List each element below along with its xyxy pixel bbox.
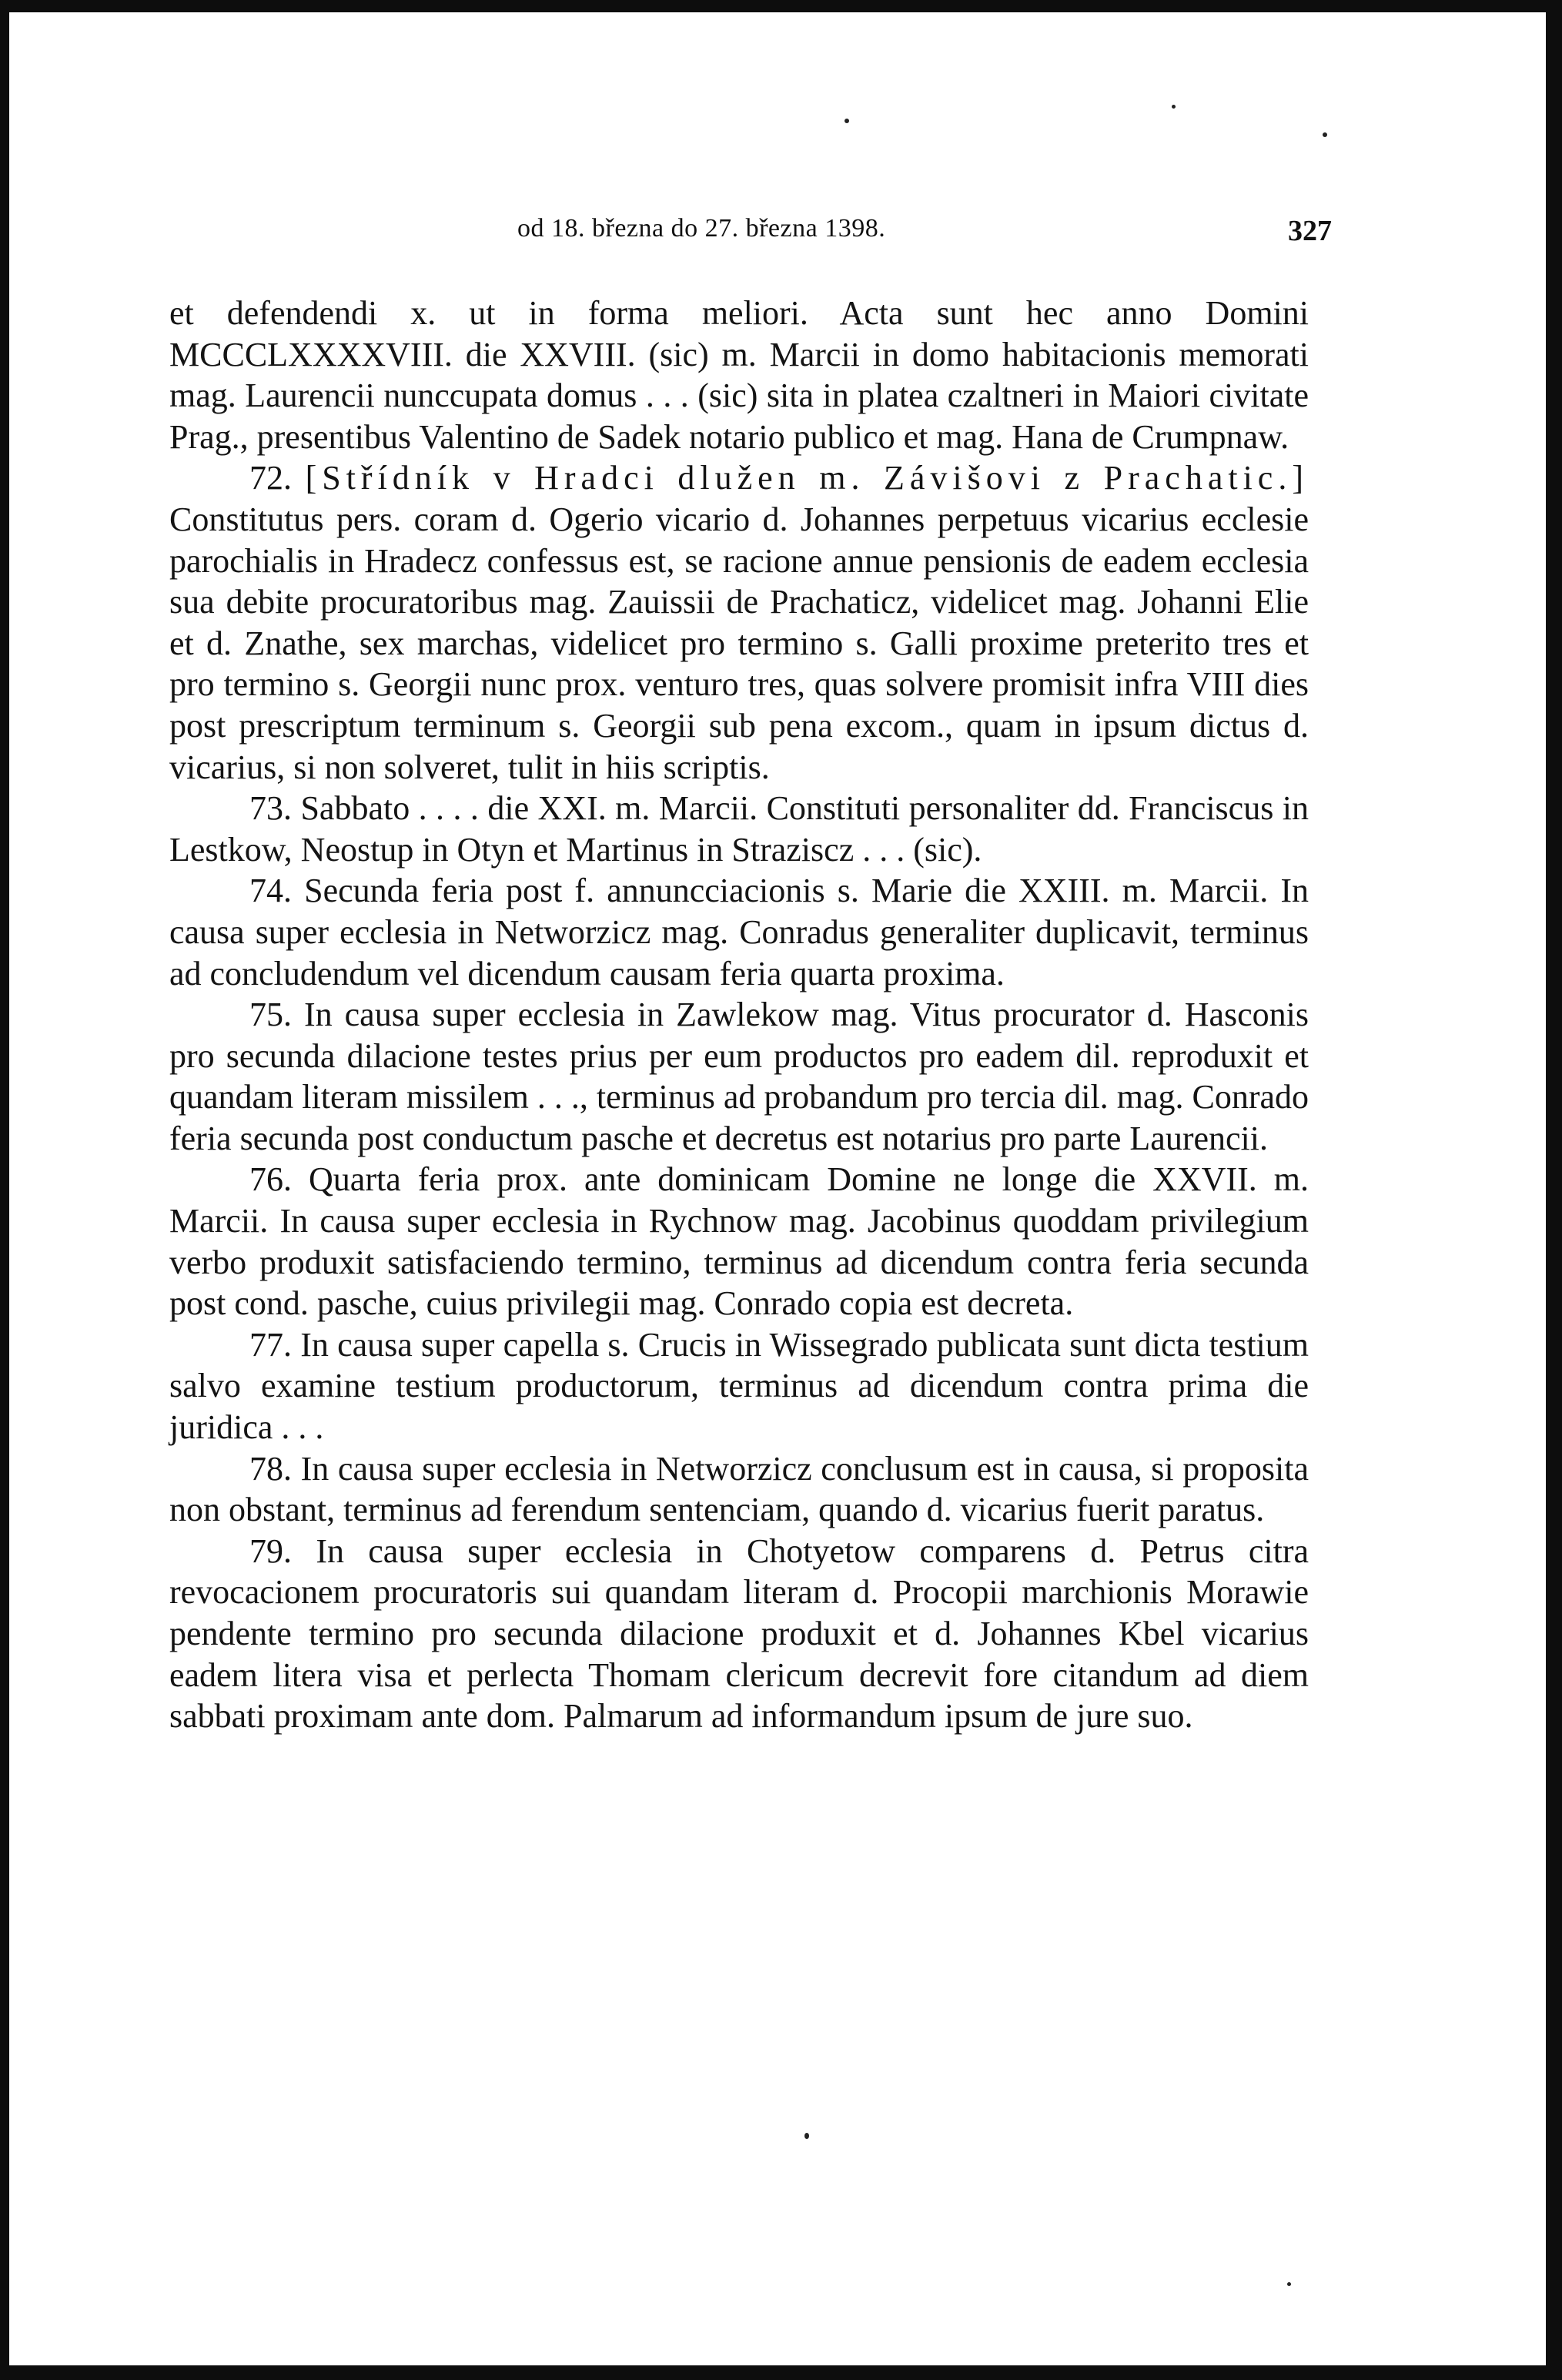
paragraph-continuation [169, 293, 1309, 457]
scan-border-top [0, 0, 1562, 12]
entry-74 [169, 870, 1309, 994]
scan-speck [804, 2133, 809, 2139]
entry-number: 73. [249, 789, 292, 828]
page-number: 327 [1288, 215, 1332, 247]
entry-text: In causa super ecclesia in Zawlekow mag. Vitus procurator d. Hasconis pro secunda dilacione testes prius per eum productos pro eadem dil. reproduxit et quandam literam missilem . . ., terminus ad probandum pro tercia dil. mag. Conrado feria secunda post conductum pasche et decretus est notarius pro parte Laurencii. [169, 996, 1309, 1157]
book-page [9, 12, 1546, 2365]
entry-number: 72. [249, 459, 292, 497]
scan-speck [1287, 2282, 1291, 2286]
scan-speck [1172, 105, 1176, 109]
entry-text: In causa super ecclesia in Networzicz conclusum est in causa, si proposita non obstant, terminus ad ferendum sentenciam, quando d. vicarius fuerit paratus. [169, 1449, 1309, 1529]
entry-77 [169, 1324, 1309, 1448]
paragraph-text: et defendendi x. ut in forma meliori. Acta sunt hec anno Domini MCCCLXXXXVIII. die XXVIII. (sic) m. Marcii in domo habitacionis memorati mag. Laurencii nunccupata domus . . . (sic) sita in platea czaltneri in Maiori civitate Prag., presentibus Valentino de Sadek notario publico et mag. Hana de Crumpnaw. [169, 294, 1309, 456]
entry-76 [169, 1159, 1309, 1324]
page-body [169, 293, 1309, 1737]
scan-speck [1323, 132, 1327, 137]
running-title: od 18. března do 27. března 1398. [517, 214, 886, 243]
entry-text: Constitutus pers. coram d. Ogerio vicario d. Johannes perpetuus vicarius ecclesie parochialis in Hradecz confessus est, se racione annue pensionis de eadem ecclesia sua debite procuratoribus mag. Zauissii de Prachaticz, videlicet mag. Johanni Elie et d. Znathe, sex marchas, videlicet pro termino s. Galli proxime preterito tres et pro termino s. Georgii nunc prox. venturo tres, quas solvere promisit infra VIII dies post prescriptum terminum s. Georgii sub pena excom., quam in ipsum dictus d. vicarius, si non solveret, tulit in hiis scriptis. [169, 500, 1309, 786]
entry-78 [169, 1448, 1309, 1531]
entry-number: 75. [249, 996, 292, 1034]
entry-number: 78. [249, 1449, 292, 1488]
entry-75 [169, 994, 1309, 1159]
scan-speck [845, 119, 849, 123]
entry-79 [169, 1531, 1309, 1737]
entry-text: In causa super ecclesia in Chotyetow comparens d. Petrus citra revocacionem procuratoris sui quandam literam d. Procopii marchionis Morawie pendente termino pro secunda dilacione produxit et d. Johannes Kbel vicarius eadem litera visa et perlecta Thomam clericum decrevit fore citandum ad diem sabbati proximam ante dom. Palmarum ad informandum ipsum de jure suo. [169, 1531, 1309, 1736]
entry-text: Secunda feria post f. annuncciacionis s. Marie die XXIII. m. Marcii. In causa super ecclesia in Networzicz mag. Conradus generaliter duplicavit, terminus ad concludendum vel dicendum causam feria quarta proxima. [169, 872, 1309, 993]
entry-number: 76. [249, 1160, 292, 1199]
entry-text: Sabbato . . . . die XXI. m. Marcii. Constituti personaliter dd. Franciscus in Lestkow, Neostup in Otyn et Martinus in Straziscz . . . (sic). [169, 789, 1309, 869]
entry-72 [169, 457, 1309, 788]
entry-73 [169, 788, 1309, 870]
entry-heading: [Střídník v Hradci dlužen m. Závišovi z Prachatic.] [305, 459, 1309, 497]
entry-number: 77. [249, 1325, 292, 1364]
entry-text: Quarta feria prox. ante dominicam Domine ne longe die XXVII. m. Marcii. In causa super ecclesia in Rychnow mag. Jacobinus quoddam privilegium verbo produxit satisfaciendo termino, terminus ad dicendum contra feria secunda post cond. pasche, cuius privilegii mag. Conrado copia est decreta. [169, 1160, 1309, 1323]
entry-number: 74. [249, 872, 292, 910]
entry-number: 79. [249, 1531, 292, 1570]
entry-text: In causa super capella s. Crucis in Wissegrado publicata sunt dicta testium salvo examine testium productorum, terminus ad dicendum contra prima die juridica . . . [169, 1325, 1309, 1447]
